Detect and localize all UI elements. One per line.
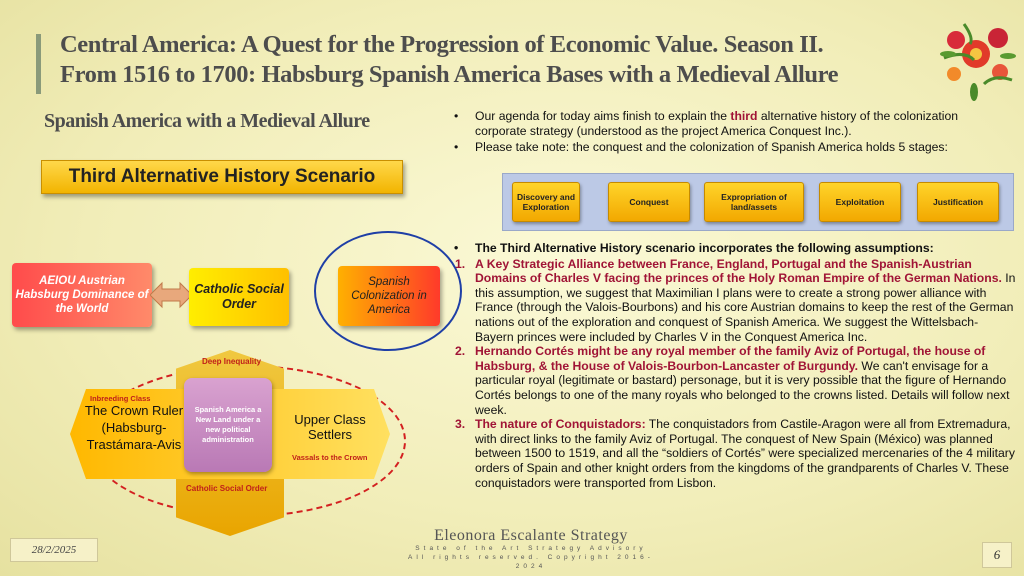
assumption-item: 3. The nature of Conquistadors: The conquistadors from Castile-Aragon were all from Extremadura, with direct links to the family Aviz of Portugal. The conquest of New Spain (México) was planned between 1500 to 1519, and all the “soldiers of Cortés” were specialized mercenaries of the 4 military orders of Spain and other knight orders from the kingdoms of the grandparents of Charles V. These conquistadors were transported from Lisbon. — [455, 417, 1015, 490]
scenario-badge: Third Alternative History Scenario — [41, 160, 403, 194]
title-line-1: Central America: A Quest for the Progression of Economic Value. Season II. — [60, 31, 824, 58]
watermark-copyright: All rights reserved. Copyright 2016-2024 — [408, 554, 654, 570]
flower-bouquet-icon — [934, 14, 1020, 104]
assumptions-intro: • The Third Alternative History scenario incorporates the following assumptions: — [452, 241, 1016, 256]
agenda-item-1: • Our agenda for today aims finish to explain the third alternative history of the colonization corporate strategy (understood as the project America Conquest Inc.). — [452, 109, 1012, 138]
stage-conquest: Conquest — [608, 182, 690, 222]
center-new-land-box: Spanish America a New Land under a new political administration — [184, 378, 272, 472]
slide-date: 28/2/2025 — [10, 538, 98, 562]
agenda-list — [452, 109, 1012, 157]
stage-discovery: Discovery and Exploration — [512, 182, 580, 222]
catholic-order-box: Catholic Social Order — [189, 268, 289, 326]
section-subtitle: Spanish America with a Medieval Allure — [44, 110, 370, 132]
stage-exploitation: Exploitation — [819, 182, 901, 222]
stage-expropriation: Expropriation of land/assets — [704, 182, 804, 222]
agenda-item-2: • Please take note: the conquest and the colonization of Spanish America holds 5 stages: — [452, 140, 1012, 155]
watermark-name: Eleonora Escalante Strategy — [434, 527, 628, 544]
title-line-2: From 1516 to 1700: Habsburg Spanish America Bases with a Medieval Allure — [60, 61, 839, 88]
inbreeding-label: Inbreeding Class — [90, 394, 151, 403]
stages-panel — [502, 173, 1014, 231]
double-arrow-icon — [150, 280, 192, 310]
deep-inequality-label: Deep Inequality — [202, 357, 262, 366]
stage-justification: Justification — [917, 182, 999, 222]
vassals-label: Vassals to the Crown — [292, 453, 368, 462]
page-title — [60, 30, 940, 90]
page-number: 6 — [982, 542, 1012, 568]
watermark-tagline: State of the Art Strategy Advisory — [415, 545, 647, 552]
assumption-item: 2. Hernando Cortés might be any royal member of the family Aviz of Portugal, the house of Habsburg, & the House of Valois-Bourbon-Lancaster of Burgundy. We can't envisage for a particular royal (legitimate or bastard) personage, but it is very possible that the figure of Hernando Cortés belongs to one of the many royals who belonged to the crowns listed. Details will follow next week. — [455, 344, 1010, 417]
title-accent-bar — [36, 34, 41, 94]
upper-class-label: Upper Class Settlers — [294, 412, 366, 442]
catholic-order-label: Catholic Social Order — [186, 484, 268, 493]
assumptions-section — [452, 241, 1016, 490]
crown-ruler-title: The Crown Ruler — [84, 403, 184, 418]
watermark — [396, 528, 666, 571]
spanish-colonization-box: Spanish Colonization in America — [338, 266, 440, 326]
highlight-circle — [314, 231, 462, 351]
assumption-item: 1. A Key Strategic Alliance between France, England, Portugal and the Spanish-Austrian Domains of Charles V facing the princes of the Holy Roman Empire of the German Nations. In this assumption, we suggest that Maximilian I plans were to create a strong power alliance with France (through the Valois-Bourbons) and his core Austrian domains to keep the rest of the German nations out of the exploration and conquest of Spanish America. We suggest the Wittelsbach-Bayern princes were included by Charles V in the Conquest America Inc. — [455, 256, 1016, 344]
crown-ruler-label — [78, 402, 190, 453]
crown-ruler-house: (Habsburg-Trastámara-Avis — [86, 420, 182, 452]
aeiou-box: AEIOU Austrian Habsburg Dominance of the World — [12, 263, 152, 327]
